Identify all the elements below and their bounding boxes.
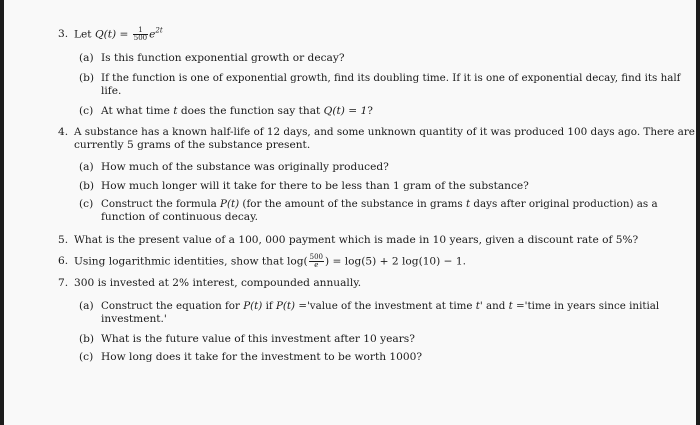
problem-7-text: 300 is invested at 2% interest, compounded annually. (74, 277, 362, 289)
problem-7a-text-line2: investment.' (101, 313, 167, 325)
problem-4b-text: How much longer will it take for there to be less than 1 gram of the substance? (101, 180, 529, 192)
problem-4c-text-line1: Construct the formula P(t) (for the amount of the substance in grams t days after original production) as a (101, 198, 658, 210)
problem-4-stem-line1: A substance has a known half-life of 12 days, and some unknown quantity of it was produced 100 days ago. There are (74, 126, 695, 138)
problem-7c-label: (c) (79, 351, 94, 363)
problem-7b-text: What is the future value of this investment after 10 years? (101, 333, 415, 345)
problem-4b-label: (b) (79, 180, 95, 192)
problem-4c-text-line2: function of continuous decay. (101, 211, 259, 223)
problem-3a-label: (a) (79, 52, 94, 64)
fraction-500-over-e: $\frac{500}{e}$ (309, 253, 323, 269)
problem-4-number: 4. (58, 126, 69, 138)
problem-7c-text: How long does it take for the investment to be worth 1000? (101, 351, 423, 363)
problem-5-number: 5. (58, 234, 69, 246)
problem-7-number: 7. (58, 277, 69, 289)
problem-3-stem: Let Q(t) = $\frac{1}{500}$ $e^{2t}$ (74, 26, 163, 42)
problem-3b-text-line2: life. (101, 85, 122, 97)
problem-7a-text-line1: Construct the equation for P(t) if P(t) ='value of the investment at time t' and t ='time in years since initial (101, 300, 660, 312)
problem-7a-label: (a) (79, 300, 94, 312)
problem-6-number: 6. (58, 255, 69, 267)
problem-3a-text: Is this function exponential growth or decay? (101, 52, 345, 64)
problem-6-text: Using logarithmic identities, show that log( $\frac{500}{e}$ ) = log(5) + 2 log(10) − 1. (74, 253, 467, 269)
problem-3c-text: At what time t does the function say that Q(t) = 1? (101, 105, 373, 117)
problem-4a-text: How much of the substance was originally produced? (101, 161, 389, 173)
problem-4c-label: (c) (79, 198, 94, 210)
problem-3c-label: (c) (79, 105, 94, 117)
problem-3b-label: (b) (79, 72, 95, 84)
problem-4-stem-line2: currently 5 grams of the substance present. (74, 139, 311, 151)
problem-5-text: What is the present value of a 100, 000 payment which is made in 10 years, given a discount rate of 5%? (74, 234, 639, 246)
fraction-1-over-500: $\frac{1}{500}$ (133, 26, 148, 42)
problem-3b-text-line1: If the function is one of exponential growth, find its doubling time. If it is one of exponential decay, find its half (101, 72, 681, 84)
problem-7b-label: (b) (79, 333, 95, 345)
problem-3-number: 3. (58, 28, 69, 40)
problem-4a-label: (a) (79, 161, 94, 173)
